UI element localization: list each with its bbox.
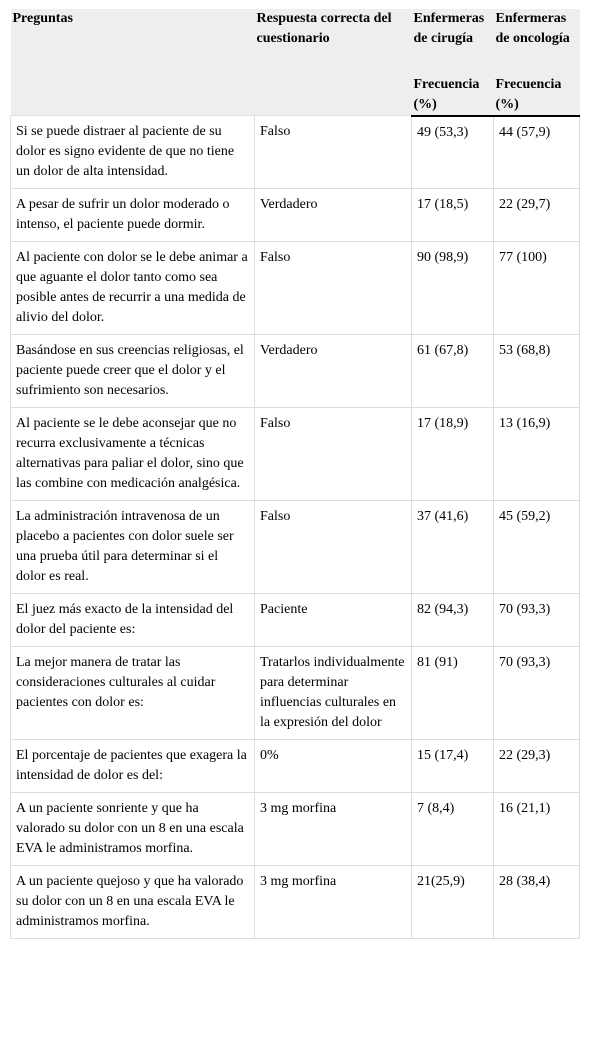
question-cell: El porcentaje de pacientes que exagera la intensidad de dolor es del: <box>11 740 255 793</box>
correct-answer-cell: Paciente <box>255 594 412 647</box>
question-cell: La administración intravenosa de un placebo a pacientes con dolor suele ser una prueba útil para determinar si el dolor es real. <box>11 501 255 594</box>
surgery-frequency-cell: 82 (94,3) <box>412 594 494 647</box>
table-row <box>11 740 580 793</box>
oncology-frequency-cell: 22 (29,7) <box>494 189 580 242</box>
oncology-frequency-cell: 70 (93,3) <box>494 594 580 647</box>
header-enfermeras-cirugia: Enfermeras de cirugía <box>412 9 494 49</box>
question-cell: A pesar de sufrir un dolor moderado o intenso, el paciente puede dormir. <box>11 189 255 242</box>
correct-answer-cell: Falso <box>255 242 412 335</box>
surgery-frequency-cell: 37 (41,6) <box>412 501 494 594</box>
correct-answer-cell: Verdadero <box>255 335 412 408</box>
question-cell: Al paciente con dolor se le debe animar a que aguante el dolor tanto como sea posible antes de recurrir a una medida de alivio del dolor. <box>11 242 255 335</box>
correct-answer-cell: Falso <box>255 501 412 594</box>
question-cell: La mejor manera de tratar las consideraciones culturales al cuidar pacientes con dolor es: <box>11 647 255 740</box>
oncology-frequency-cell: 53 (68,8) <box>494 335 580 408</box>
header-respuesta-correcta: Respuesta correcta del cuestionario <box>255 9 412 49</box>
table-row <box>11 647 580 740</box>
table-row <box>11 793 580 866</box>
header-blank-1 <box>11 49 255 116</box>
oncology-frequency-cell: 13 (16,9) <box>494 408 580 501</box>
question-cell: A un paciente quejoso y que ha valorado su dolor con un 8 en una escala EVA le administramos morfina. <box>11 866 255 939</box>
oncology-frequency-cell: 77 (100) <box>494 242 580 335</box>
question-cell: Basándose en sus creencias religiosas, el paciente puede creer que el dolor y el sufrimiento son necesarios. <box>11 335 255 408</box>
table-row <box>11 242 580 335</box>
surgery-frequency-cell: 15 (17,4) <box>412 740 494 793</box>
table-header <box>11 9 580 116</box>
oncology-frequency-cell: 28 (38,4) <box>494 866 580 939</box>
question-cell: A un paciente sonriente y que ha valorado su dolor con un 8 en una escala EVA le administramos morfina. <box>11 793 255 866</box>
correct-answer-cell: Falso <box>255 408 412 501</box>
surgery-frequency-cell: 17 (18,9) <box>412 408 494 501</box>
table-row <box>11 189 580 242</box>
table-body <box>11 116 580 939</box>
header-frecuencia-oncologia: Frecuencia (%) <box>494 49 580 116</box>
table-row <box>11 408 580 501</box>
oncology-frequency-cell: 45 (59,2) <box>494 501 580 594</box>
surgery-frequency-cell: 81 (91) <box>412 647 494 740</box>
correct-answer-cell: 0% <box>255 740 412 793</box>
surgery-frequency-cell: 17 (18,5) <box>412 189 494 242</box>
correct-answer-cell: Verdadero <box>255 189 412 242</box>
question-cell: El juez más exacto de la intensidad del dolor del paciente es: <box>11 594 255 647</box>
surgery-frequency-cell: 21(25,9) <box>412 866 494 939</box>
question-cell: Al paciente se le debe aconsejar que no recurra exclusivamente a técnicas alternativas para paliar el dolor, sino que las combine con medicación analgésica. <box>11 408 255 501</box>
correct-answer-cell: Tratarlos individualmente para determinar influencias culturales en la expresión del dolor <box>255 647 412 740</box>
surgery-frequency-cell: 7 (8,4) <box>412 793 494 866</box>
header-blank-2 <box>255 49 412 116</box>
header-frecuencia-cirugia: Frecuencia (%) <box>412 49 494 116</box>
table-row <box>11 594 580 647</box>
surgery-frequency-cell: 90 (98,9) <box>412 242 494 335</box>
oncology-frequency-cell: 44 (57,9) <box>494 116 580 189</box>
oncology-frequency-cell: 22 (29,3) <box>494 740 580 793</box>
header-enfermeras-oncologia: Enfermeras de oncología <box>494 9 580 49</box>
question-cell: Si se puede distraer al paciente de su dolor es signo evidente de que no tiene un dolor de alta intensidad. <box>11 116 255 189</box>
table-row <box>11 501 580 594</box>
surgery-frequency-cell: 61 (67,8) <box>412 335 494 408</box>
pain-knowledge-table <box>10 9 580 939</box>
header-preguntas: Preguntas <box>11 9 255 49</box>
table-row <box>11 116 580 189</box>
oncology-frequency-cell: 16 (21,1) <box>494 793 580 866</box>
correct-answer-cell: 3 mg morfina <box>255 866 412 939</box>
table-row <box>11 866 580 939</box>
oncology-frequency-cell: 70 (93,3) <box>494 647 580 740</box>
surgery-frequency-cell: 49 (53,3) <box>412 116 494 189</box>
correct-answer-cell: 3 mg morfina <box>255 793 412 866</box>
table-row <box>11 335 580 408</box>
correct-answer-cell: Falso <box>255 116 412 189</box>
